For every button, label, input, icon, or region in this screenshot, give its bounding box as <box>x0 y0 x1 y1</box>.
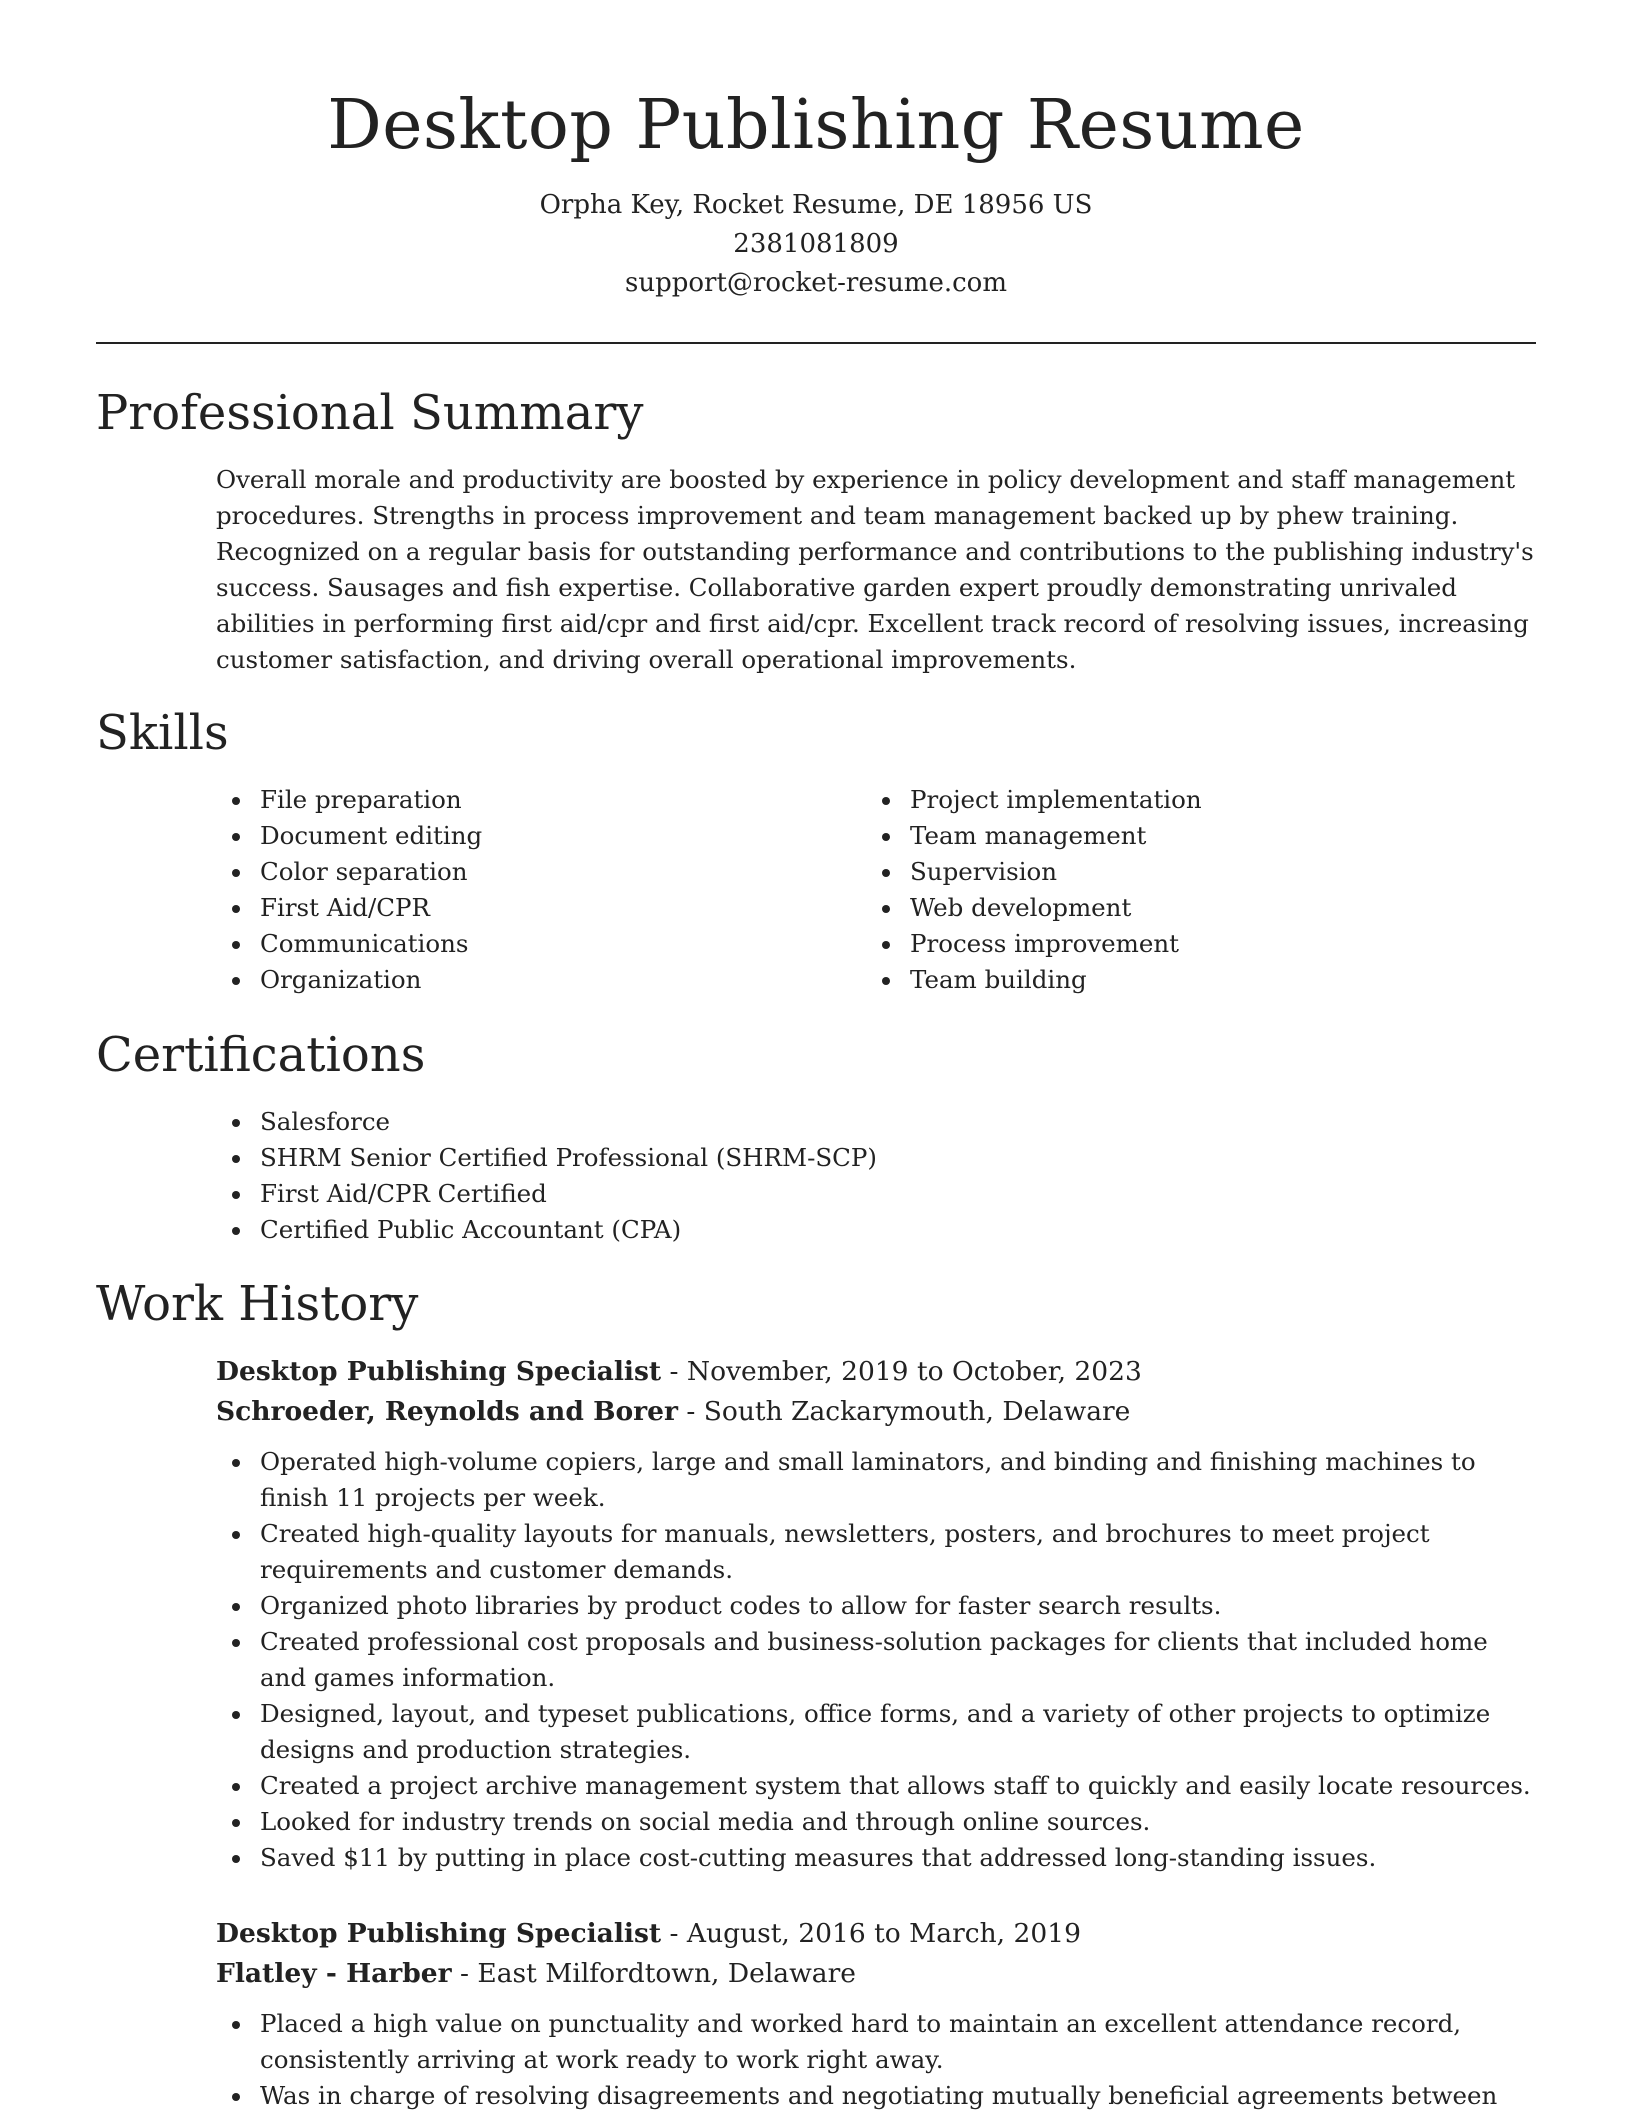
certifications-list <box>216 1104 877 1248</box>
skill-item: Communications <box>216 926 482 962</box>
header-divider <box>96 342 1536 344</box>
job-duty: Looked for industry trends on social media and through online sources. <box>216 1804 1538 1840</box>
skill-item: Organization <box>216 962 482 998</box>
job-company: Schroeder, Reynolds and Borer <box>216 1396 678 1427</box>
job-entry <box>216 1352 1538 1876</box>
skill-item: Team management <box>866 818 1202 854</box>
job-duty: Created a project archive management system that allows staff to quickly and easily locate resources. <box>216 1768 1538 1804</box>
certification-item: Salesforce <box>216 1104 877 1140</box>
skill-item: Document editing <box>216 818 482 854</box>
skill-item: Web development <box>866 890 1202 926</box>
job-dates: - November, 2019 to October, 2023 <box>661 1356 1142 1387</box>
job-duty: Designed, layout, and typeset publications, office forms, and a variety of other projects to optimize designs and production strategies. <box>216 1696 1538 1768</box>
job-title: Desktop Publishing Specialist <box>216 1356 662 1387</box>
skills-heading: Skills <box>96 705 229 761</box>
skill-item: File preparation <box>216 782 482 818</box>
job-duty: Was in charge of resolving disagreements and negotiating mutually beneficial agreements between <box>216 2078 1538 2114</box>
certification-item: SHRM Senior Certified Professional (SHRM-SCP) <box>216 1140 877 1176</box>
contact-address: Orpha Key, Rocket Resume, DE 18956 US <box>539 190 1093 220</box>
skill-item: Process improvement <box>866 926 1202 962</box>
job-title-line <box>216 1914 1538 1954</box>
skill-item: Project implementation <box>866 782 1202 818</box>
job-duty: Saved $11 by putting in place cost-cutting measures that addressed long-standing issues. <box>216 1840 1538 1876</box>
work-history-heading: Work History <box>96 1276 419 1332</box>
job-duty: Placed a high value on punctuality and worked hard to maintain an excellent attendance record, consistently arriving at work ready to work right away. <box>216 2006 1538 2078</box>
contact-email: support@rocket-resume.com <box>624 268 1007 298</box>
skills-list-left <box>216 782 482 998</box>
resume-header <box>96 84 1536 303</box>
certifications-heading: Certifications <box>96 1027 426 1083</box>
job-location: - South Zackarymouth, Delaware <box>677 1396 1131 1427</box>
certification-item: First Aid/CPR Certified <box>216 1176 877 1212</box>
skill-item: Supervision <box>866 854 1202 890</box>
job-duty: Created professional cost proposals and business-solution packages for clients that included home and games information. <box>216 1624 1538 1696</box>
job-duty: Operated high-volume copiers, large and small laminators, and binding and finishing machines to finish 11 projects per week. <box>216 1444 1538 1516</box>
job-company-line <box>216 1392 1538 1432</box>
job-dates: - August, 2016 to March, 2019 <box>661 1918 1081 1949</box>
skill-item: First Aid/CPR <box>216 890 482 926</box>
job-duty: Created high-quality layouts for manuals, newsletters, posters, and brochures to meet project requirements and customer demands. <box>216 1516 1538 1588</box>
summary-text: Overall morale and productivity are boosted by experience in policy development and staff management procedures. Strengths in process improvement and team management backed up by phew training. Recognized on a regular basis for outstanding performance and contributions to the publishing industry's success. Sausages and fish expertise. Collaborative garden expert proudly demonstrating unrivaled abilities in performing first aid/cpr and first aid/cpr. Excellent track record of resolving issues, increasing customer satisfaction, and driving overall operational improvements. <box>216 465 1534 674</box>
contact-phone: 2381081809 <box>733 229 899 259</box>
job-duties-list <box>216 1444 1538 1876</box>
job-duty: Organized photo libraries by product codes to allow for faster search results. <box>216 1588 1538 1624</box>
job-title-line <box>216 1352 1538 1392</box>
job-location: - East Milfordtown, Delaware <box>451 1958 856 1989</box>
skills-list-right <box>866 782 1202 998</box>
job-company-line <box>216 1954 1538 1994</box>
job-company: Flatley - Harber <box>216 1958 452 1989</box>
skill-item: Team building <box>866 962 1202 998</box>
summary-heading: Professional Summary <box>96 385 644 441</box>
skill-item: Color separation <box>216 854 482 890</box>
job-entry <box>216 1914 1538 2114</box>
job-title: Desktop Publishing Specialist <box>216 1918 662 1949</box>
resume-title: Desktop Publishing Resume <box>327 86 1305 165</box>
certification-item: Certified Public Accountant (CPA) <box>216 1212 877 1248</box>
job-duties-list <box>216 2006 1538 2114</box>
